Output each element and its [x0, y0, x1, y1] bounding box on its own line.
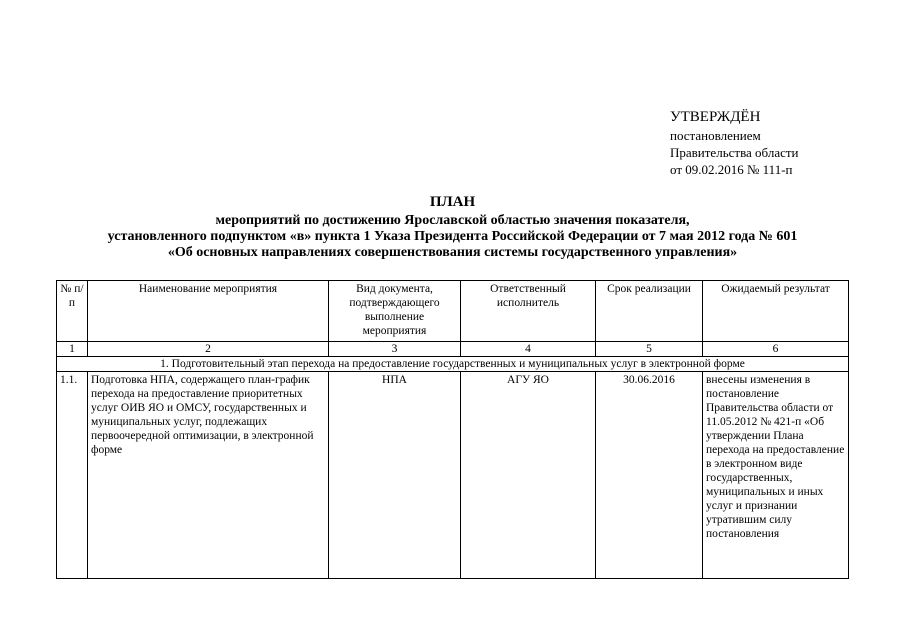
heading-line-2: установленного подпунктом «в» пункта 1 Указа Президента Российской Федерации от 7 мая 2012 года № 601 [107, 229, 798, 244]
header-executor: Ответственный исполнитель [461, 281, 596, 342]
heading-line-3: «Об основных направлениях совершенствования системы государственного управления» [167, 245, 738, 260]
row-executor: АГУ ЯО [461, 372, 596, 579]
column-number-row [57, 342, 849, 357]
approval-line-3: от 09.02.2016 № 111-п [670, 162, 793, 177]
column-number: 1 [57, 342, 88, 357]
column-number: 2 [88, 342, 329, 357]
column-number: 6 [703, 342, 849, 357]
plan-title: ПЛАН [429, 194, 476, 210]
approval-line-2: Правительства области [670, 145, 799, 160]
row-name: Подготовка НПА, содержащего план-график перехода на предоставление приоритетных услуг ОИВ ЯО и ОМСУ, государственных и муниципальных услуг, подлежащих первоочередной оптимизации, в электронной форме [88, 372, 329, 579]
column-number: 3 [329, 342, 461, 357]
section-title: 1. Подготовительный этап перехода на предоставление государственных и муниципальных услуг в электронной форме [57, 357, 849, 372]
document-heading [0, 193, 905, 261]
row-doc: НПА [329, 372, 461, 579]
section-row [57, 357, 849, 372]
plan-table [56, 280, 849, 579]
approval-line-1: постановлением [670, 128, 761, 143]
header-num: № п/п [57, 281, 88, 342]
row-num: 1.1. [57, 372, 88, 579]
header-doc: Вид документа, подтверждающего выполнение мероприятия [329, 281, 461, 342]
header-name: Наименование мероприятия [88, 281, 329, 342]
header-result: Ожидаемый результат [703, 281, 849, 342]
approval-title: УТВЕРЖДЁН [670, 109, 761, 125]
row-result: внесены изменения в постановление Правительства области от 11.05.2012 № 421-п «Об утверждении Плана перехода на предоставление в электронном виде государственных, муниципальных и иных услуг и признании утратившим силу постановления [703, 372, 849, 579]
heading-line-1: мероприятий по достижению Ярославской областью значения показателя, [215, 213, 690, 228]
column-number: 5 [596, 342, 703, 357]
header-deadline: Срок реализации [596, 281, 703, 342]
table-header-row [57, 281, 849, 342]
table-row [57, 372, 849, 579]
row-deadline: 30.06.2016 [596, 372, 703, 579]
column-number: 4 [461, 342, 596, 357]
approval-stamp [670, 108, 799, 178]
